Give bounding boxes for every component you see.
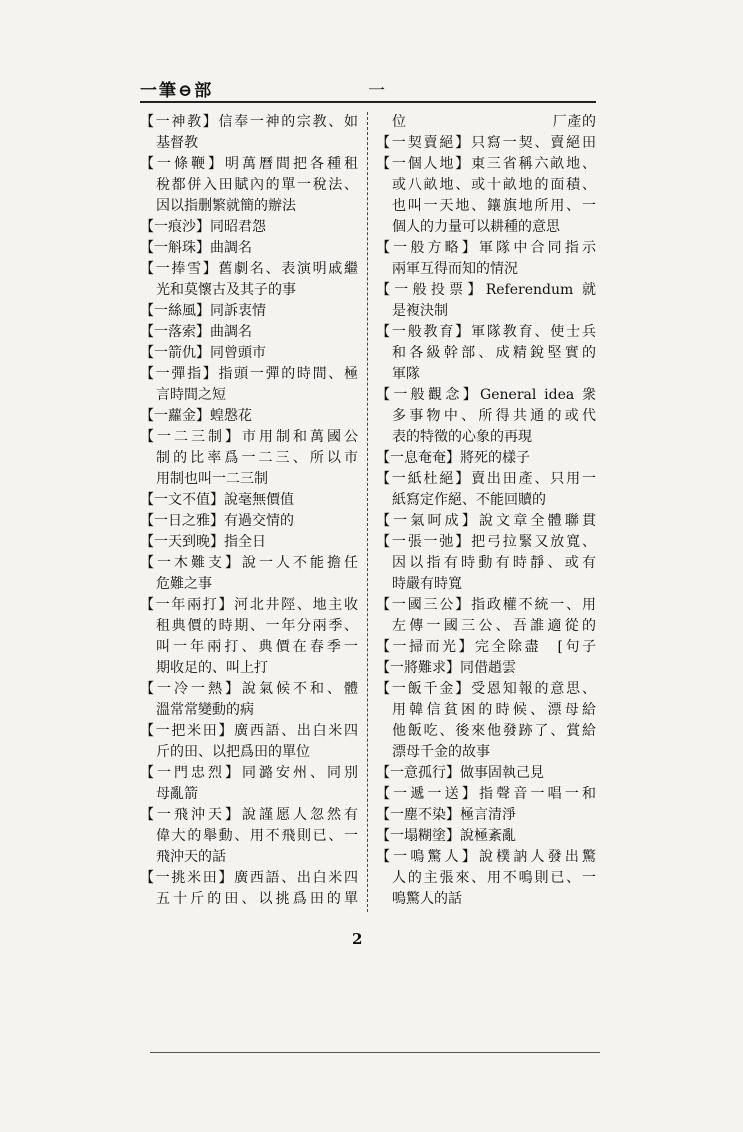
entry-line: 【一將難求】同借趙雲 (376, 660, 516, 676)
entry-line: 偉大的舉動、用不飛則已、一 (156, 828, 358, 844)
entry-line: 光和莫懷古及其子的事 (156, 282, 296, 298)
entry-line: 【一日之雅】有過交情的 (140, 513, 294, 529)
entry-line: 因以指有時動有時靜、或有 (392, 555, 596, 571)
entry-line: 【一蘿金】蝗慇花 (140, 408, 252, 424)
entry-line: 左傳一國三公、吾誰適從的 (392, 618, 596, 634)
header-rule (140, 101, 596, 103)
entry-line: 制的比率爲一二三、所以市 (156, 450, 358, 466)
entry-line: 【一遞一送】指聲音一唱一和 (376, 786, 596, 802)
entry-line: 【一神教】信奉一神的宗教、如 (140, 114, 358, 130)
entry-line: 兩軍互得而知的情況 (392, 261, 518, 277)
page-number: 2 (352, 930, 363, 948)
entry-line: 【一斛珠】曲調名 (140, 240, 252, 256)
entry-line: 【一痕沙】同昭君怨 (140, 219, 266, 235)
entry-line: 表的特徵的心象的再現 (392, 429, 532, 445)
entry-line: 多事物中、所得共通的或代 (392, 408, 596, 424)
entry-line: 漂母千金的故事 (392, 744, 490, 760)
entry-line: 【一冷一熱】說氣候不和、體 (140, 681, 358, 697)
entry-line: 是複決制 (392, 303, 448, 319)
entry-line: 母亂箭 (156, 786, 198, 802)
entry-line: 【一國三公】指政權不統一、用 (376, 597, 596, 613)
entry-line: 【一張一弛】把弓拉緊又放寬、 (376, 534, 596, 550)
entry-line: 【一箭仇】同曾頭市 (140, 345, 266, 361)
running-head: 一 (368, 81, 385, 101)
entry-line: 【一二三制】市用制和萬國公 (140, 429, 358, 445)
entry-line: 【一契賣絕】只寫一契、賣絕田 (376, 135, 596, 151)
entry-line: 【一鳴驚人】說樸訥人發出驚 (376, 849, 596, 865)
entry-line: 【一條鞭】明萬曆間把各種租 (140, 156, 358, 172)
entry-line: 五十斤的田、以挑爲田的單 (156, 891, 358, 907)
entry-line: 【一紙杜絕】賣出田產、只用一 (376, 471, 596, 487)
entry-line: 稅都併入田賦內的單一稅法、 (156, 177, 358, 193)
entry-line: 【一意孤行】做事固執己見 (376, 765, 544, 781)
entry-line: 或八畝地、或十畝地的面積、 (392, 177, 596, 193)
entry-line: 【一般方略】軍隊中合同指示 (376, 240, 596, 256)
entry-line: 【一氣呵成】說文章全體聯貫 (376, 513, 596, 529)
entry-line: 時嚴有時寬 (392, 576, 462, 592)
entry-line: 叫一年兩打、典價在春季一 (156, 639, 358, 655)
entry-line: 斤的田、以把爲田的單位 (156, 744, 310, 760)
entry-line: 【一木難支】說一人不能擔任 (140, 555, 358, 571)
entry-line: 【一飯千金】受恩知報的意思、 (376, 681, 596, 697)
entry-line: 危難之事 (156, 576, 212, 592)
entry-line: 他飯吃、後來他發跡了、賞給 (392, 723, 596, 739)
entry-line: 基督教 (156, 135, 198, 151)
entry-line: 飛沖天的話 (156, 849, 226, 865)
entry-line: 用制也叫一二三制 (156, 471, 268, 487)
entry-line: 【一文不值】說毫無價值 (140, 492, 294, 508)
entry-line: 【一挑米田】廣西語、出白米四 (140, 870, 358, 886)
entry-line: 個人的力量可以耕種的意思 (392, 219, 560, 235)
entry-line: 【一個人地】東三省稱六畝地、 (376, 156, 596, 172)
right-column (376, 112, 596, 910)
entry-line: 人的主張來、用不鳴則已、一 (392, 870, 596, 886)
entry-line: 【一塌糊塗】說極紊亂 (376, 828, 516, 844)
entry-line: 【一天到晚】指全日 (140, 534, 266, 550)
entry-line: 【一把米田】廣西語、出白米四 (140, 723, 358, 739)
footer-rule (150, 1052, 600, 1053)
entry-line: 【一門忠烈】同潞安州、同別 (140, 765, 358, 781)
entry-line: 租典價的時期、一年分兩季、 (156, 618, 358, 634)
entry-line: 【一息奄奄】將死的樣子 (376, 450, 530, 466)
entry-line: 和各級幹部、成精銳堅實的 (392, 345, 596, 361)
entry-line: 【一彈指】指頭一彈的時間、極 (140, 366, 358, 382)
entry-line: 【一掃而光】完全除盡 [句子 (376, 639, 596, 655)
entry-line: 【一落索】曲調名 (140, 324, 252, 340)
entry-line: 期收足的、叫上打 (156, 660, 268, 676)
entry-line: 【一般投票】Referendum 就 (376, 282, 596, 298)
entry-line: 言時間之短 (156, 387, 226, 403)
entry-line: 【一般觀念】General idea 衆 (376, 387, 596, 403)
column-divider (367, 112, 368, 912)
entry-line: 也叫一天地、鑲旗地所用、一 (392, 198, 596, 214)
entry-line: 鳴驚人的話 (392, 891, 462, 907)
left-column (140, 112, 358, 910)
entry-line: 溫常常變動的病 (156, 702, 254, 718)
entry-line: 紙寫定作絕、不能回贖的 (392, 492, 546, 508)
entry-line: 【一絲風】同訴衷情 (140, 303, 266, 319)
entry-line: 用韓信貧困的時候、漂母給 (392, 702, 596, 718)
entry-line: 【一塵不染】極言清淨 (376, 807, 516, 823)
entry-line: 位 厂產的 (392, 114, 596, 130)
entry-line: 軍隊 (392, 366, 420, 382)
entry-line: 【一捧雪】舊劇名、表演明戚繼 (140, 261, 358, 277)
entry-line: 【一年兩打】河北井陘、地主收 (140, 597, 358, 613)
entry-line: 因以指删繁就簡的辦法 (156, 198, 296, 214)
section-title: 一筆⊖部 (140, 81, 214, 101)
entry-line: 【一般教育】軍隊教育、使士兵 (376, 324, 596, 340)
page-header (140, 76, 595, 100)
entry-line: 【一飛沖天】說謹愿人忽然有 (140, 807, 358, 823)
